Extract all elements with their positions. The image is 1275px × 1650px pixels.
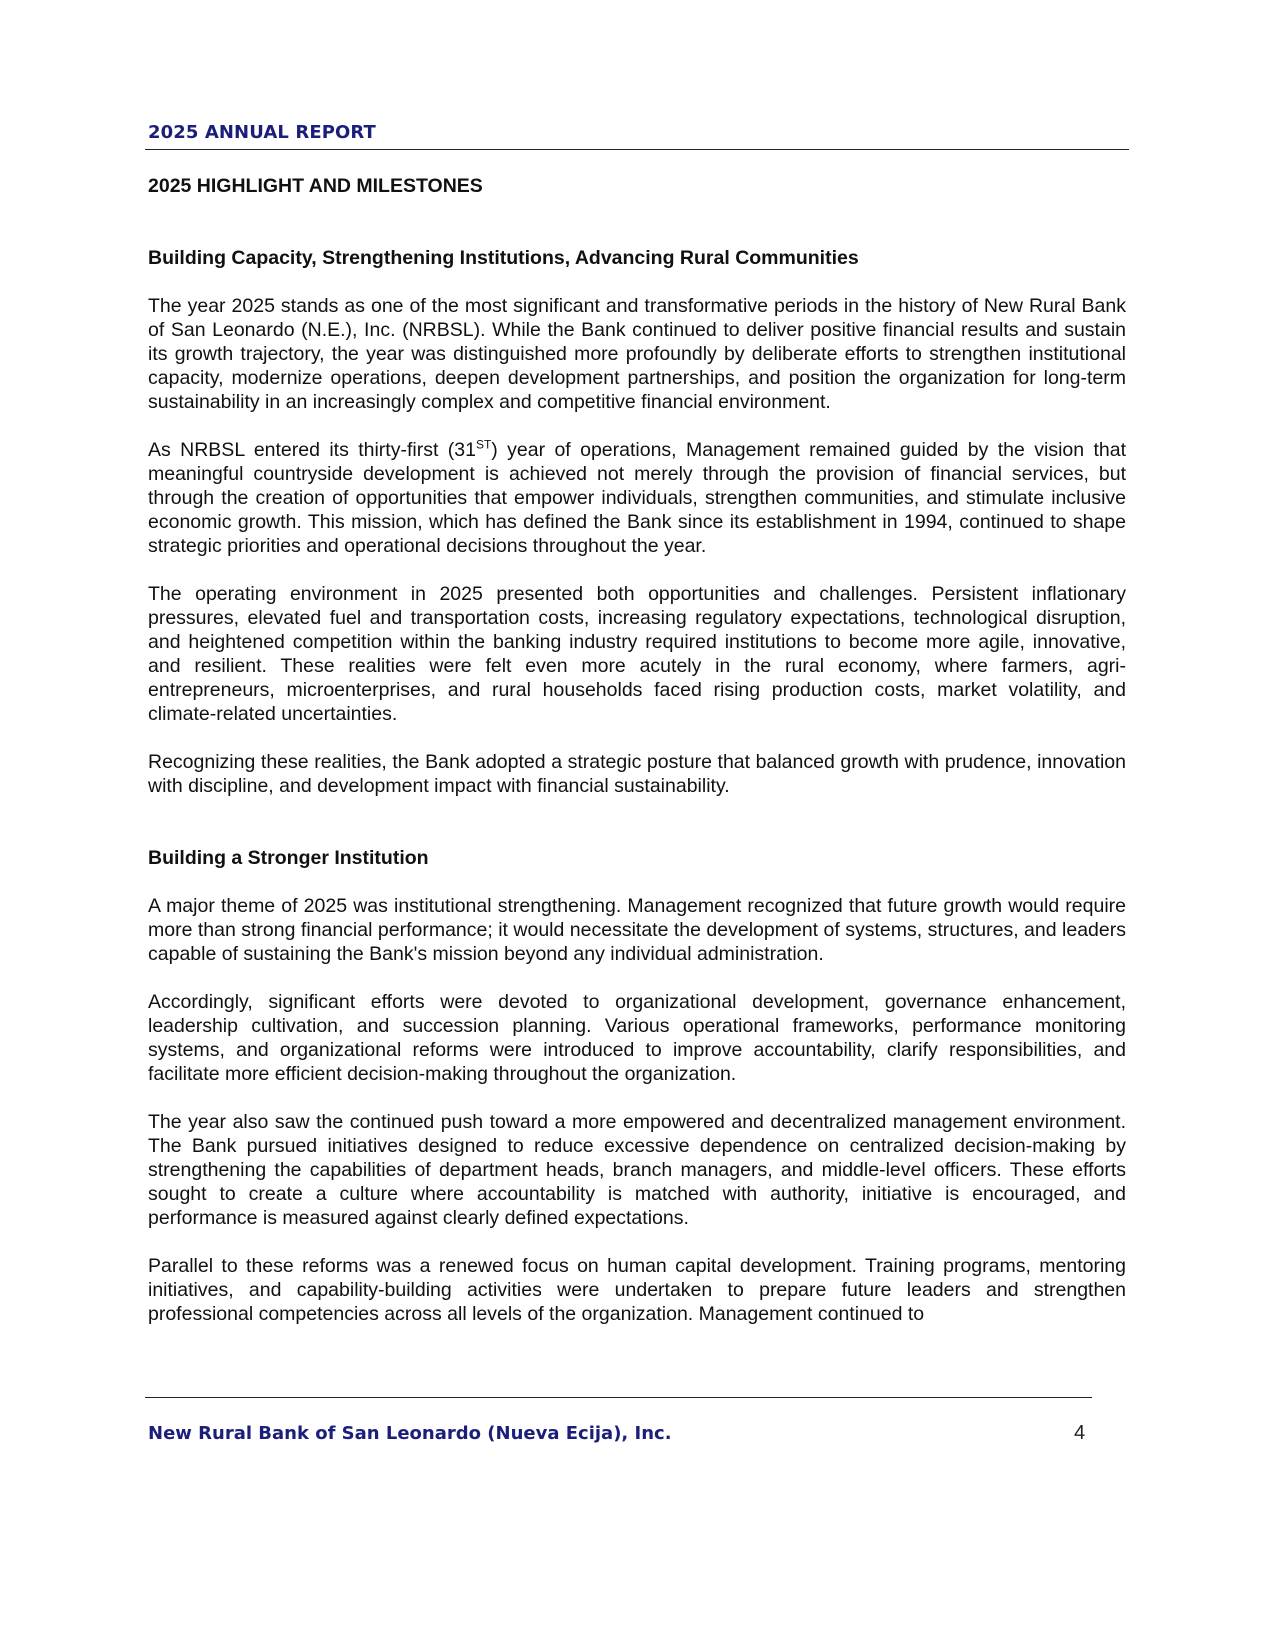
document-body — [148, 246, 1126, 1326]
paragraph: The year 2025 stands as one of the most significant and transformative periods in the history of New Rural Bank of San Leonardo (N.E.), Inc. (NRBSL). While the Bank continued to deliver positive financial results and sustain its growth trajectory, the year was distinguished more profoundly by deliberate efforts to strengthen institutional capacity, modernize operations, deepen development partnerships, and position the organization for long-term sustainability in an increasingly complex and competitive financial environment. — [148, 295, 1126, 413]
header-divider — [145, 149, 1129, 150]
paragraph: A major theme of 2025 was institutional strengthening. Management recognized that future growth would require more than strong financial performance; it would necessitate the development of systems, structures, and leaders capable of sustaining the Bank's mission beyond any individual administration. — [148, 895, 1126, 965]
paragraph: Accordingly, significant efforts were devoted to organizational development, governance enhancement, leadership cultivation, and succession planning. Various operational frameworks, performance monitoring systems, and organizational reforms were introduced to improve accountability, clarify responsibilities, and facilitate more efficient decision-making throughout the organization. — [148, 991, 1126, 1085]
paragraph — [148, 438, 1126, 558]
paragraph-text: ) year of operations, Management remained guided by the vision that meaningful countryside development is achieved not merely through the provision of financial services, but through the creation of opportunities that empower individuals, strengthen communities, and stimulate inclusive economic growth. This mission, which has defined the Bank since its establishment in 1994, continued to shape strategic priorities and operational decisions throughout the year. — [148, 439, 1126, 557]
paragraph-text: As NRBSL entered its thirty-first (31 — [148, 439, 476, 461]
paragraph: Recognizing these realities, the Bank adopted a strategic posture that balanced growth with prudence, innovation with discipline, and development impact with financial sustainability. — [148, 751, 1126, 797]
paragraph: The year also saw the continued push toward a more empowered and decentralized management environment. The Bank pursued initiatives designed to reduce excessive dependence on centralized decision-making by strengthening the capabilities of department heads, branch managers, and middle-level officers. These efforts sought to create a culture where accountability is matched with authority, initiative is encouraged, and performance is measured against clearly defined expectations. — [148, 1111, 1126, 1229]
paragraph: Parallel to these reforms was a renewed focus on human capital development. Training programs, mentoring initiatives, and capability-building activities were undertaken to prepare future leaders and strengthen professional competencies across all levels of the organization. Management continued to — [148, 1255, 1126, 1325]
section-title: 2025 HIGHLIGHT AND MILESTONES — [148, 175, 483, 197]
footer-bank-name: New Rural Bank of San Leonardo (Nueva Ecija), Inc. — [148, 1423, 672, 1444]
subsection-heading: Building a Stronger Institution — [148, 847, 429, 869]
paragraph: The operating environment in 2025 presented both opportunities and challenges. Persistent inflationary pressures, elevated fuel and transportation costs, increasing regulatory expectations, technological disruption, and heightened competition within the banking industry required institutions to become more agile, innovative, and resilient. These realities were felt even more acutely in the rural economy, where farmers, agri-entrepreneurs, microenterprises, and rural households faced rising production costs, market volatility, and climate-related uncertainties. — [148, 583, 1126, 725]
subsection-heading: Building Capacity, Strengthening Institutions, Advancing Rural Communities — [148, 247, 859, 269]
page-number: 4 — [1074, 1422, 1086, 1444]
ordinal-superscript: ST — [475, 437, 492, 452]
footer-divider — [145, 1397, 1092, 1398]
report-header-title: 2025 ANNUAL REPORT — [148, 122, 376, 143]
